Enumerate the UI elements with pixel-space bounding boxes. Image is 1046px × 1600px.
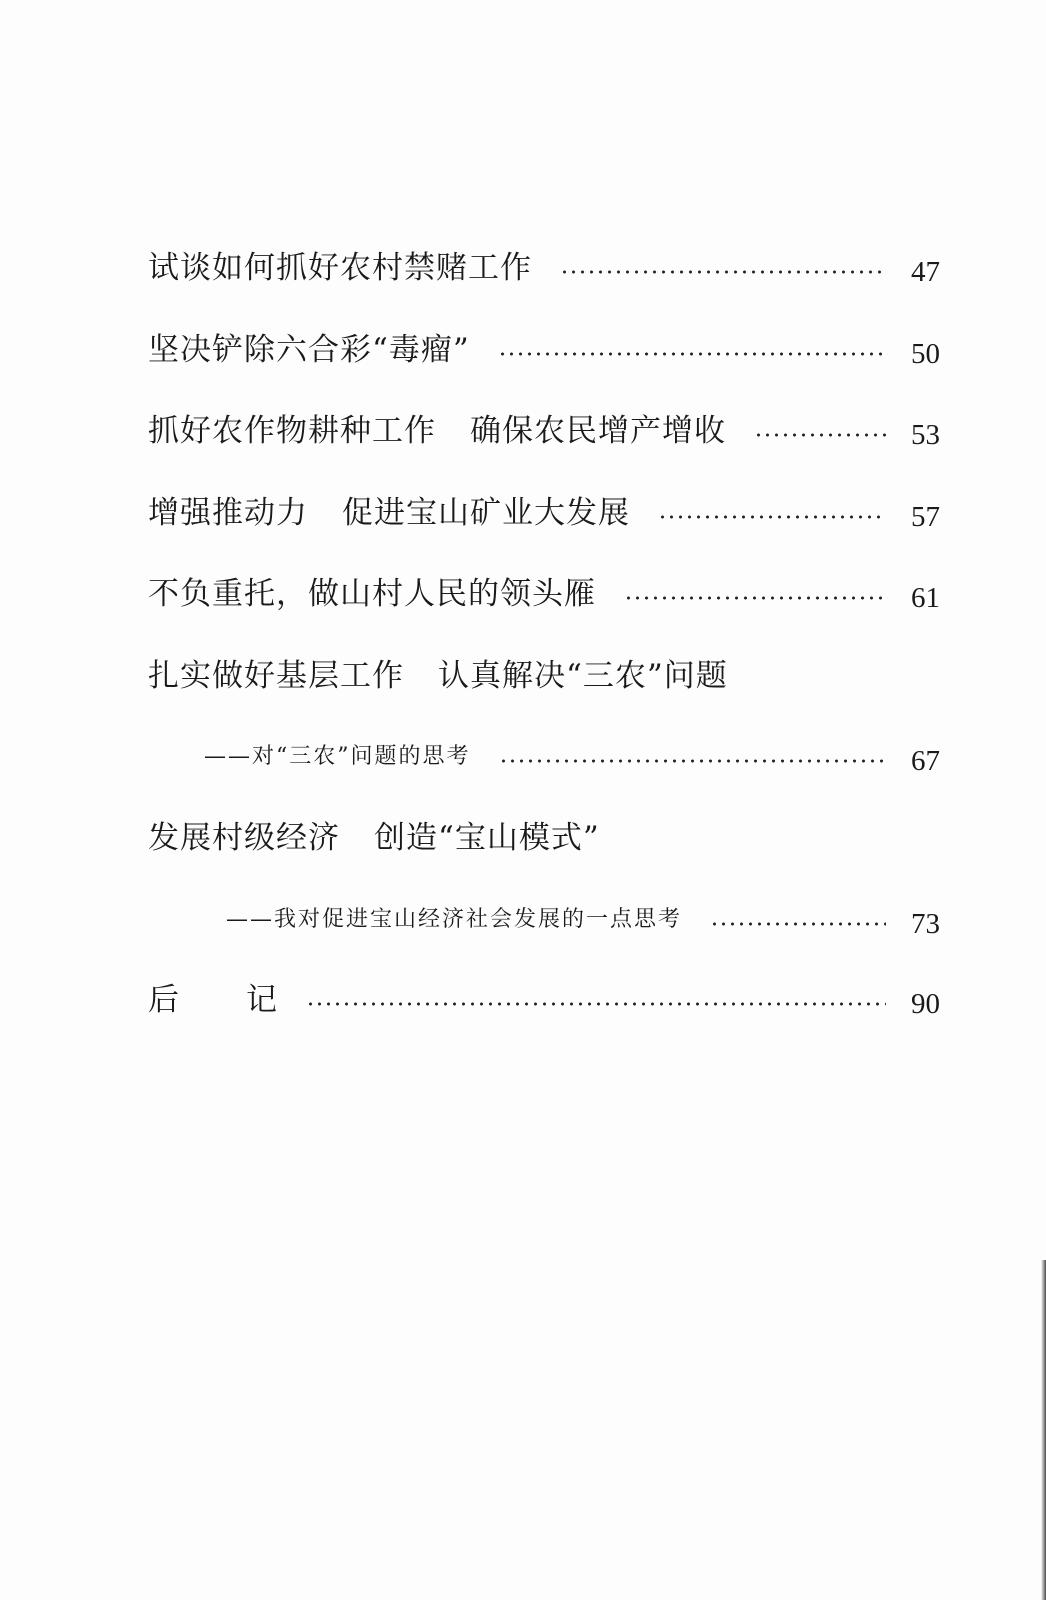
toc-entry[interactable]	[148, 320, 940, 380]
toc-entry[interactable]	[148, 890, 940, 950]
toc-entry-title-part: 后	[148, 982, 180, 1018]
toc-entry[interactable]	[148, 401, 940, 461]
toc-entry-title: 坚决铲除六合彩“毒瘤”	[148, 332, 470, 368]
dot-leader	[710, 922, 886, 926]
toc-page-number: 47	[911, 256, 940, 288]
toc-entry[interactable]	[148, 564, 940, 624]
toc-entry-subtitle: ——对“三农”问题的思考	[204, 744, 471, 769]
toc-entry-title	[148, 808, 600, 868]
toc-entry-title-part: 抓好农作物耕种工作	[148, 413, 436, 449]
toc-page-number: 57	[911, 501, 940, 533]
toc-entry[interactable]	[148, 238, 940, 298]
dot-leader	[560, 270, 886, 274]
toc-entry-title-line[interactable]	[148, 646, 940, 706]
toc-page-number: 53	[911, 419, 940, 451]
toc-entry-title-part: 扎实做好基层工作	[148, 658, 404, 694]
toc-entry-title-part: 记	[246, 982, 278, 1018]
scan-edge-shadow	[1041, 1260, 1046, 1600]
toc-entry-title	[148, 646, 728, 706]
toc-page-number: 61	[911, 582, 940, 614]
toc-entry[interactable]	[148, 727, 940, 787]
toc-entry-title-part: 认真解决“三农”问题	[438, 658, 728, 694]
dot-leader	[306, 1002, 886, 1006]
toc-page-number: 50	[911, 338, 940, 370]
toc-entry-title-part: 促进宝山矿业大发展	[342, 495, 630, 531]
toc-entry-title: 不负重托，做山村人民的领头雁	[148, 576, 596, 612]
dot-leader	[498, 352, 886, 356]
toc-entry[interactable]	[148, 970, 940, 1030]
toc-entry-subtitle: ——我对促进宝山经济社会发展的一点思考	[226, 907, 683, 932]
toc-entry-title	[148, 401, 726, 461]
toc-entry-title	[148, 483, 630, 543]
dot-leader	[499, 759, 887, 763]
toc-entry-title	[148, 970, 278, 1030]
dot-leader	[754, 433, 886, 437]
dot-leader	[624, 596, 886, 600]
toc-page-number: 90	[911, 988, 940, 1020]
toc-entry[interactable]	[148, 483, 940, 543]
dot-leader	[658, 515, 886, 519]
toc-entry-title-part: 增强推动力	[148, 495, 308, 531]
toc-page-number: 67	[911, 745, 940, 777]
toc-entry-title: 试谈如何抓好农村禁赌工作	[148, 250, 532, 286]
toc-entry-title-part: 发展村级经济	[148, 820, 340, 856]
toc-entry-title-line[interactable]	[148, 808, 940, 868]
toc-entry-title-part: 确保农民增产增收	[470, 413, 726, 449]
toc-page-number: 73	[911, 908, 940, 940]
toc-entry-title-part: 创造“宝山模式”	[374, 820, 600, 856]
